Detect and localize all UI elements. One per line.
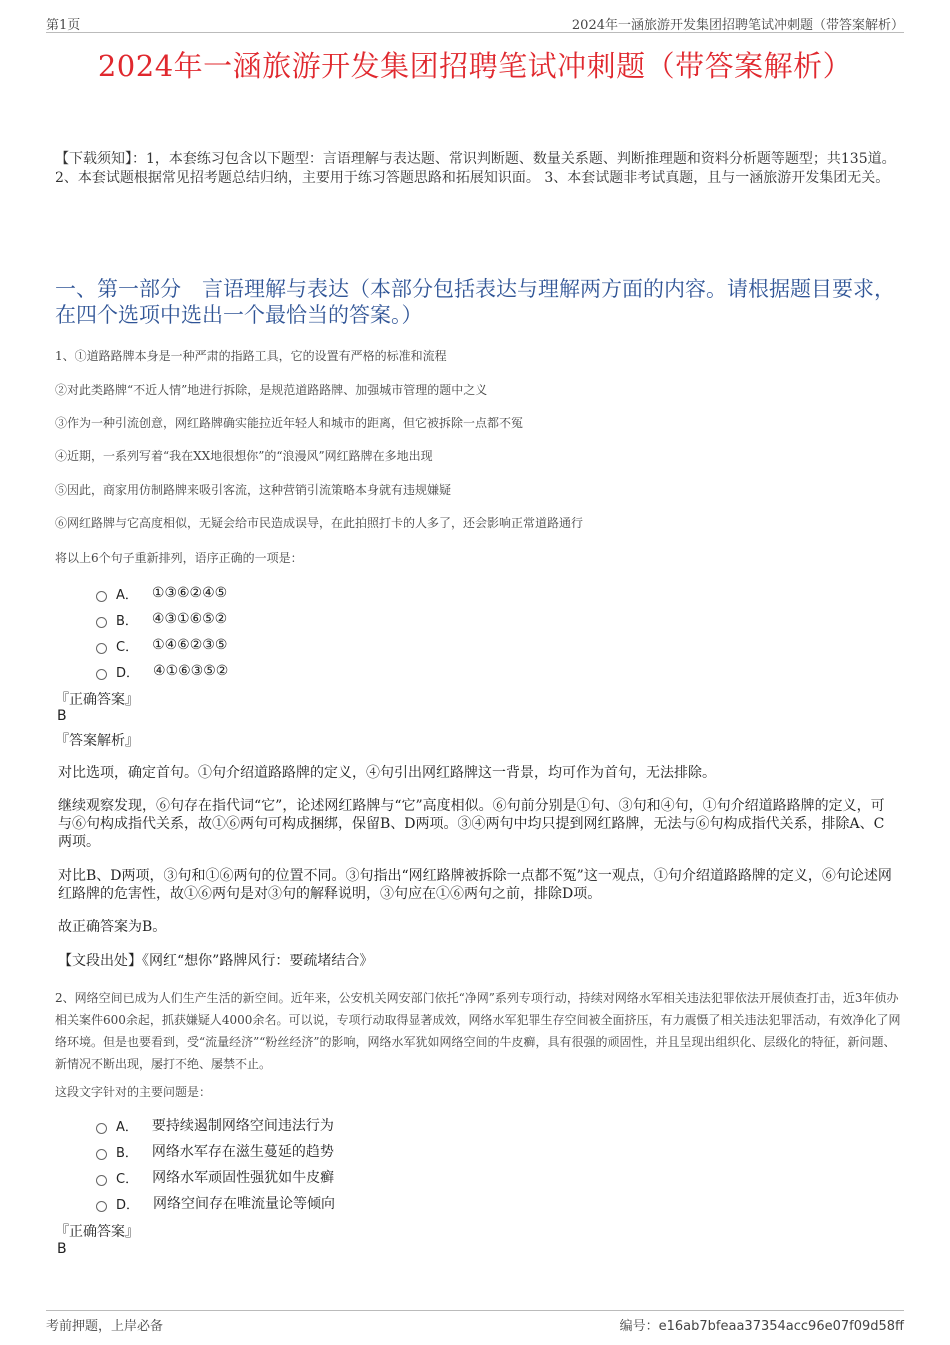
q1-answer: B	[57, 708, 67, 724]
radio-icon[interactable]	[96, 1201, 107, 1212]
q1-analysis-label: 『答案解析』	[55, 733, 139, 749]
q1-source: 【文段出处】《网红“想你”路牌风行：要疏堵结合》	[58, 953, 374, 969]
page-number: 第1页	[46, 18, 81, 33]
q2-option-c[interactable]: C． 网络水军顽固性强犹如牛皮癣	[96, 1164, 335, 1190]
footer-doc-id: 编号：e16ab7bfeaa37354acc96e07f09d58ff	[619, 1319, 904, 1334]
radio-icon[interactable]	[96, 1123, 107, 1134]
q1-option-b[interactable]: B． ④③①⑥⑤②	[96, 606, 228, 632]
q2-option-b[interactable]: B． 网络水军存在滋生蔓延的趋势	[96, 1138, 335, 1164]
q1-question: 将以上6个句子重新排列，语序正确的一项是：	[55, 551, 303, 565]
radio-icon[interactable]	[96, 643, 107, 654]
q2-option-d[interactable]: D． 网络空间存在唯流量论等倾向	[96, 1190, 335, 1216]
q1-line-2: ②对此类路牌“不近人情”地进行拆除，是规范道路路牌、加强城市管理的题中之义	[55, 383, 488, 397]
q2-question: 这段文字针对的主要问题是：	[55, 1085, 212, 1099]
q1-option-c[interactable]: C． ①④⑥②③⑤	[96, 632, 228, 658]
q1-analysis-4: 故正确答案为B。	[58, 919, 167, 935]
q1-analysis-1: 对比选项，确定首句。①句介绍道路路牌的定义，④句引出网红路牌这一背景，均可作为首句，无法排除。	[58, 765, 716, 781]
section-heading: 一、第一部分 言语理解与表达（本部分包括表达与理解两方面的内容。请根据题目要求，在四个选项中选出一个最恰当的答案。）	[55, 277, 895, 327]
document-title: 2024年一涵旅游开发集团招聘笔试冲刺题（带答案解析）	[97, 49, 853, 83]
q1-analysis-3: 对比B、D两项，③句和①⑥两句的位置不同。③句指出“网红路牌被拆除一点都不冤”这一观点，①句介绍道路路牌的定义，⑥句论述网红路牌的危害性，故①⑥两句是对③句的解释说明，③句应在①⑥两句之前，排除D项。	[58, 868, 892, 902]
q2-stem: 2、网络空间已成为人们生产生活的新空间。近年来，公安机关网安部门依托“净网”系列专项行动，持续对网络水军相关违法犯罪依法开展侦查打击，近3年侦办相关案件600余起，抓获嫌疑人4000余名。可以说，专项行动取得显著成效，网络水军犯罪生存空间被全面挤压，有力震慑了相关违法犯罪活动，有效净化了网络环境。但是也要看到，受“流量经济”“粉丝经济”的影响，网络水军犹如网络空间的牛皮癣，具有很强的顽固性，并且呈现出组织化、层级化的特征，新问题、新情况不断出现，屡打不绝、屡禁不止。	[55, 991, 901, 1071]
header-doc-title: 2024年一涵旅游开发集团招聘笔试冲刺题（带答案解析）	[571, 18, 904, 33]
q1-line-4: ④近期，一系列写着“我在XX地很想你”的“浪漫风”网红路牌在多地出现	[55, 449, 433, 463]
footer-slogan: 考前押题，上岸必备	[46, 1319, 164, 1334]
radio-icon[interactable]	[96, 591, 107, 602]
q1-option-d[interactable]: D． ④①⑥③⑤②	[96, 658, 228, 684]
q1-line-1: 1、①道路路牌本身是一种严肃的指路工具，它的设置有严格的标准和流程	[55, 349, 447, 363]
q1-line-6: ⑥网红路牌与它高度相似，无疑会给市民造成误导，在此拍照打卡的人多了，还会影响正常道路通行	[55, 516, 584, 530]
q1-line-5: ⑤因此，商家用仿制路牌来吸引客流，这种营销引流策略本身就有违规嫌疑	[55, 483, 452, 497]
page-header	[46, 14, 904, 33]
q1-analysis-2: 继续观察发现，⑥句存在指代词“它”，论述网红路牌与“它”高度相似。⑥句前分别是①句、③句和④句，①句介绍道路路牌的定义，可与⑥句构成指代关系，故①⑥两句可构成捆绑，保留B、D两项。③④两句中均只提到网红路牌，无法与⑥句构成指代关系，排除A、C两项。	[58, 798, 885, 850]
radio-icon[interactable]	[96, 1149, 107, 1160]
page-footer	[46, 1310, 904, 1332]
q2-answer: B	[57, 1241, 67, 1257]
radio-icon[interactable]	[96, 617, 107, 628]
q1-option-a[interactable]: A． ①③⑥②④⑤	[96, 580, 228, 606]
download-notice: 【下载须知】：1，本套练习包含以下题型：言语理解与表达题、常识判断题、数量关系题、判断推理题和资料分析题等题型；共135道。 2、本套试题根据常见招考题总结归纳，主要用于练习答题思路和拓展知识面。 3、本套试题非考试真题，且与一涵旅游开发集团无关。	[55, 151, 896, 186]
q1-options	[96, 580, 228, 684]
radio-icon[interactable]	[96, 669, 107, 680]
q2-answer-label: 『正确答案』	[55, 1224, 139, 1240]
q2-option-a[interactable]: A． 要持续遏制网络空间违法行为	[96, 1112, 335, 1138]
q2-options	[96, 1112, 335, 1216]
radio-icon[interactable]	[96, 1175, 107, 1186]
q1-answer-label: 『正确答案』	[55, 692, 139, 708]
q1-line-3: ③作为一种引流创意，网红路牌确实能拉近年轻人和城市的距离，但它被拆除一点都不冤	[55, 416, 524, 430]
